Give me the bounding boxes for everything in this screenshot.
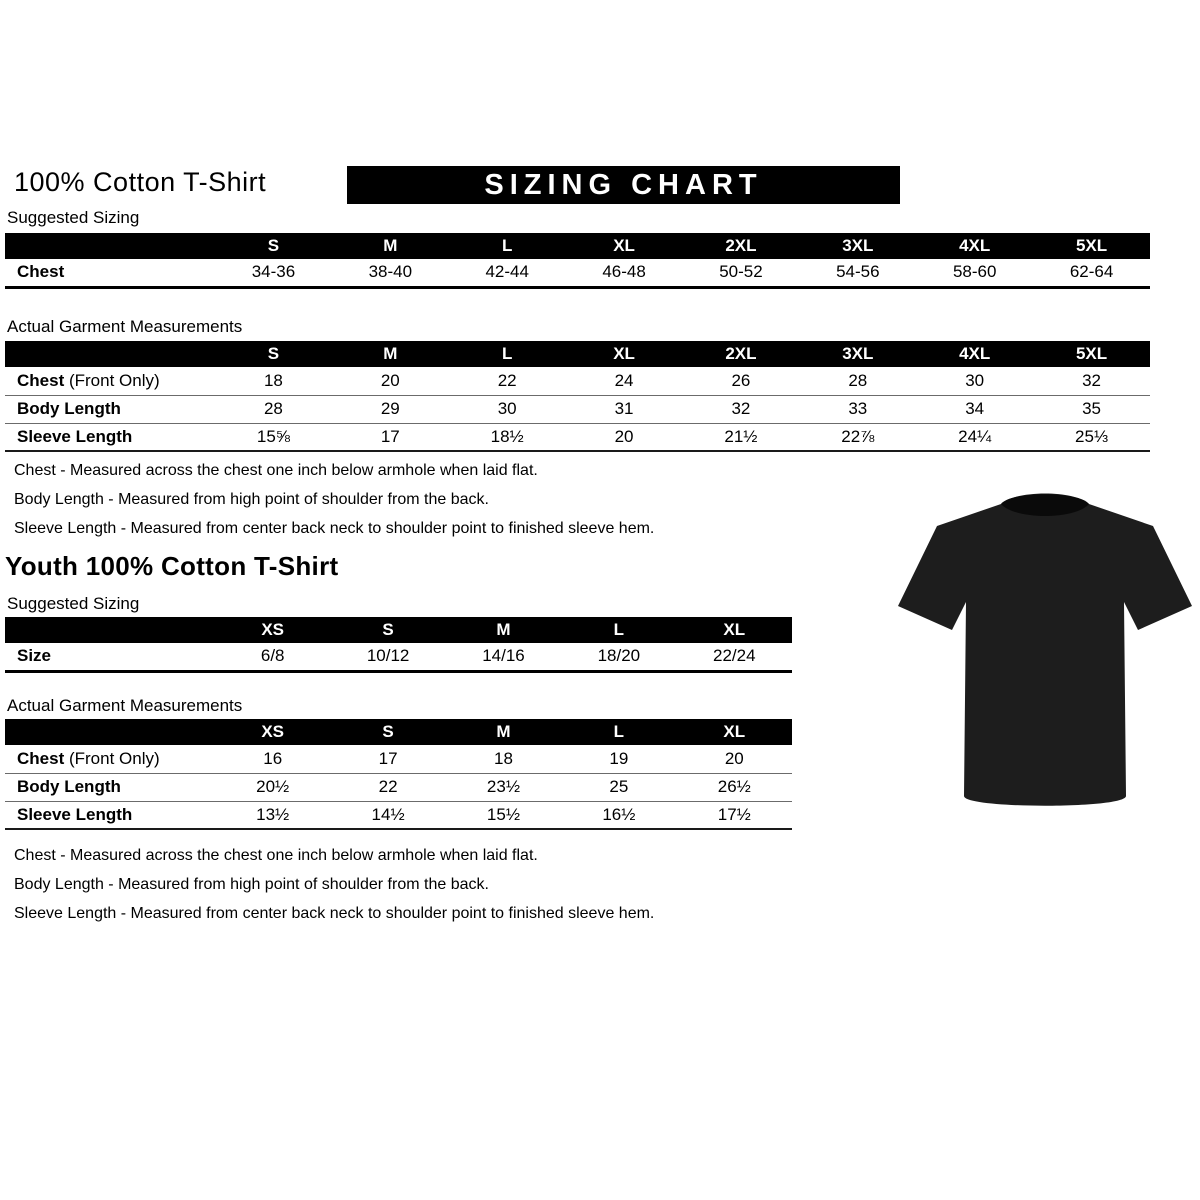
size-column-header: XL [677,719,792,745]
size-column-header: 5XL [1033,233,1150,259]
youth-product-title: Youth 100% Cotton T-Shirt [5,551,339,581]
header-corner-cell [5,341,215,367]
value-cell: 16½ [602,804,636,824]
row-label: Chest (Front Only) [17,370,160,390]
value-cell: 14½ [371,804,405,824]
value-cell: 21½ [724,426,758,446]
value-cell: 22/24 [713,646,756,666]
size-column-header: L [449,233,566,259]
value-cell: 22⅞ [841,426,875,446]
value-cell: 22 [378,777,398,796]
row-label: Chest [17,262,65,282]
size-column-header: 3XL [799,341,916,367]
note-sleeve-length: Sleeve Length - Measured from center back neck to shoulder point to finished sleeve hem. [14,905,655,922]
value-cell: 58-60 [952,262,997,282]
row-label: Chest (Front Only) [17,748,160,768]
value-cell: 10/12 [366,646,410,666]
value-cell: 14/16 [482,646,525,666]
size-column-header: M [446,617,561,643]
table-row [5,643,792,671]
size-column-header: 4XL [916,341,1033,367]
table-row [5,395,1150,423]
note-chest: Chest - Measured across the chest one inch below armhole when laid flat. [14,847,538,864]
value-cell: 25 [609,777,629,796]
size-column-header: S [215,233,332,259]
youth-actual-measurements-label: Actual Garment Measurements [7,696,243,715]
value-cell: 22 [497,370,517,390]
value-cell: 26½ [717,777,751,796]
value-cell: 24¼ [958,426,992,446]
size-column-header: XL [566,341,683,367]
size-column-header: L [561,617,676,643]
value-cell: 17½ [717,804,751,824]
value-cell: 25⅓ [1075,426,1109,446]
note-body-length: Body Length - Measured from high point of shoulder from the back. [14,876,489,893]
value-cell: 18/20 [597,646,641,666]
adult-measurement-notes [14,456,654,543]
value-cell: 18½ [490,426,524,446]
size-column-header: XL [566,233,683,259]
table-row [5,801,792,829]
note-chest: Chest - Measured across the chest one inch below armhole when laid flat. [14,462,538,479]
value-cell: 38-40 [368,262,413,282]
value-cell: 15½ [486,804,521,824]
value-cell: 32 [1082,370,1102,390]
row-label: Body Length [17,777,121,796]
adult-suggested-sizing-label: Suggested Sizing [7,208,140,227]
adult-suggested-sizing-table [5,233,1150,289]
size-column-header: M [446,719,561,745]
size-column-header: S [330,617,445,643]
value-cell: 15⅝ [256,426,290,446]
size-column-header: XL [677,617,792,643]
value-cell: 17 [378,748,398,768]
tshirt-body-shape [898,494,1192,806]
size-column-header: M [332,341,449,367]
note-sleeve-length: Sleeve Length - Measured from center back neck to shoulder point to finished sleeve hem. [14,520,655,537]
value-cell: 28 [848,370,868,390]
size-column-header: S [215,341,332,367]
size-column-header: L [561,719,676,745]
adult-product-title: 100% Cotton T-Shirt [14,167,267,197]
row-label: Body Length [17,399,121,418]
youth-suggested-sizing-table [5,617,792,673]
value-cell: 20½ [256,777,290,796]
value-cell: 17 [380,426,400,446]
value-cell: 34-36 [251,262,296,282]
adult-actual-measurements-label: Actual Garment Measurements [7,317,243,336]
header-corner-cell [5,617,215,643]
value-cell: 6/8 [260,646,285,666]
sizing-chart-banner: SIZING CHART [347,166,900,204]
youth-actual-measurements-table [5,719,792,830]
size-column-header: XS [215,719,330,745]
value-cell: 32 [731,399,751,418]
tshirt-image [895,478,1195,834]
size-column-header: 4XL [916,233,1033,259]
value-cell: 62-64 [1069,262,1114,282]
value-cell: 16 [263,748,283,768]
value-cell: 35 [1082,399,1102,418]
table-row [5,367,1150,395]
value-cell: 29 [380,399,400,418]
size-column-header: 5XL [1033,341,1150,367]
value-cell: 30 [965,370,985,390]
value-cell: 23½ [486,777,521,796]
table-row [5,745,792,773]
size-column-header: 2XL [683,341,800,367]
value-cell: 46-48 [602,262,646,282]
value-cell: 50-52 [719,262,763,282]
size-column-header: 3XL [799,233,916,259]
value-cell: 28 [263,399,283,418]
size-column-header: L [449,341,566,367]
value-cell: 13½ [256,804,290,824]
header-corner-cell [5,233,215,259]
note-body-length: Body Length - Measured from high point of shoulder from the back. [14,491,489,508]
value-cell: 34 [965,399,985,418]
size-column-header: M [332,233,449,259]
size-column-header: 2XL [683,233,800,259]
adult-actual-measurements-table [5,341,1150,452]
value-cell: 18 [263,370,283,390]
value-cell: 42-44 [485,262,529,282]
value-cell: 54-56 [836,262,880,282]
value-cell: 20 [614,426,634,446]
value-cell: 18 [494,748,513,768]
value-cell: 33 [848,399,868,418]
value-cell: 19 [609,748,629,768]
row-label: Size [17,646,52,666]
youth-suggested-sizing-label: Suggested Sizing [7,594,140,613]
table-row [5,259,1150,287]
value-cell: 30 [497,399,517,418]
value-cell: 20 [724,748,744,768]
table-row [5,423,1150,451]
row-label: Sleeve Length [17,804,133,824]
value-cell: 20 [380,370,400,390]
row-label: Sleeve Length [17,426,133,446]
value-cell: 31 [614,399,634,418]
header-corner-cell [5,719,215,745]
size-column-header: S [330,719,445,745]
youth-measurement-notes [14,841,654,928]
table-row [5,773,792,801]
value-cell: 26 [731,370,751,390]
value-cell: 24 [614,370,634,390]
size-column-header: XS [215,617,330,643]
